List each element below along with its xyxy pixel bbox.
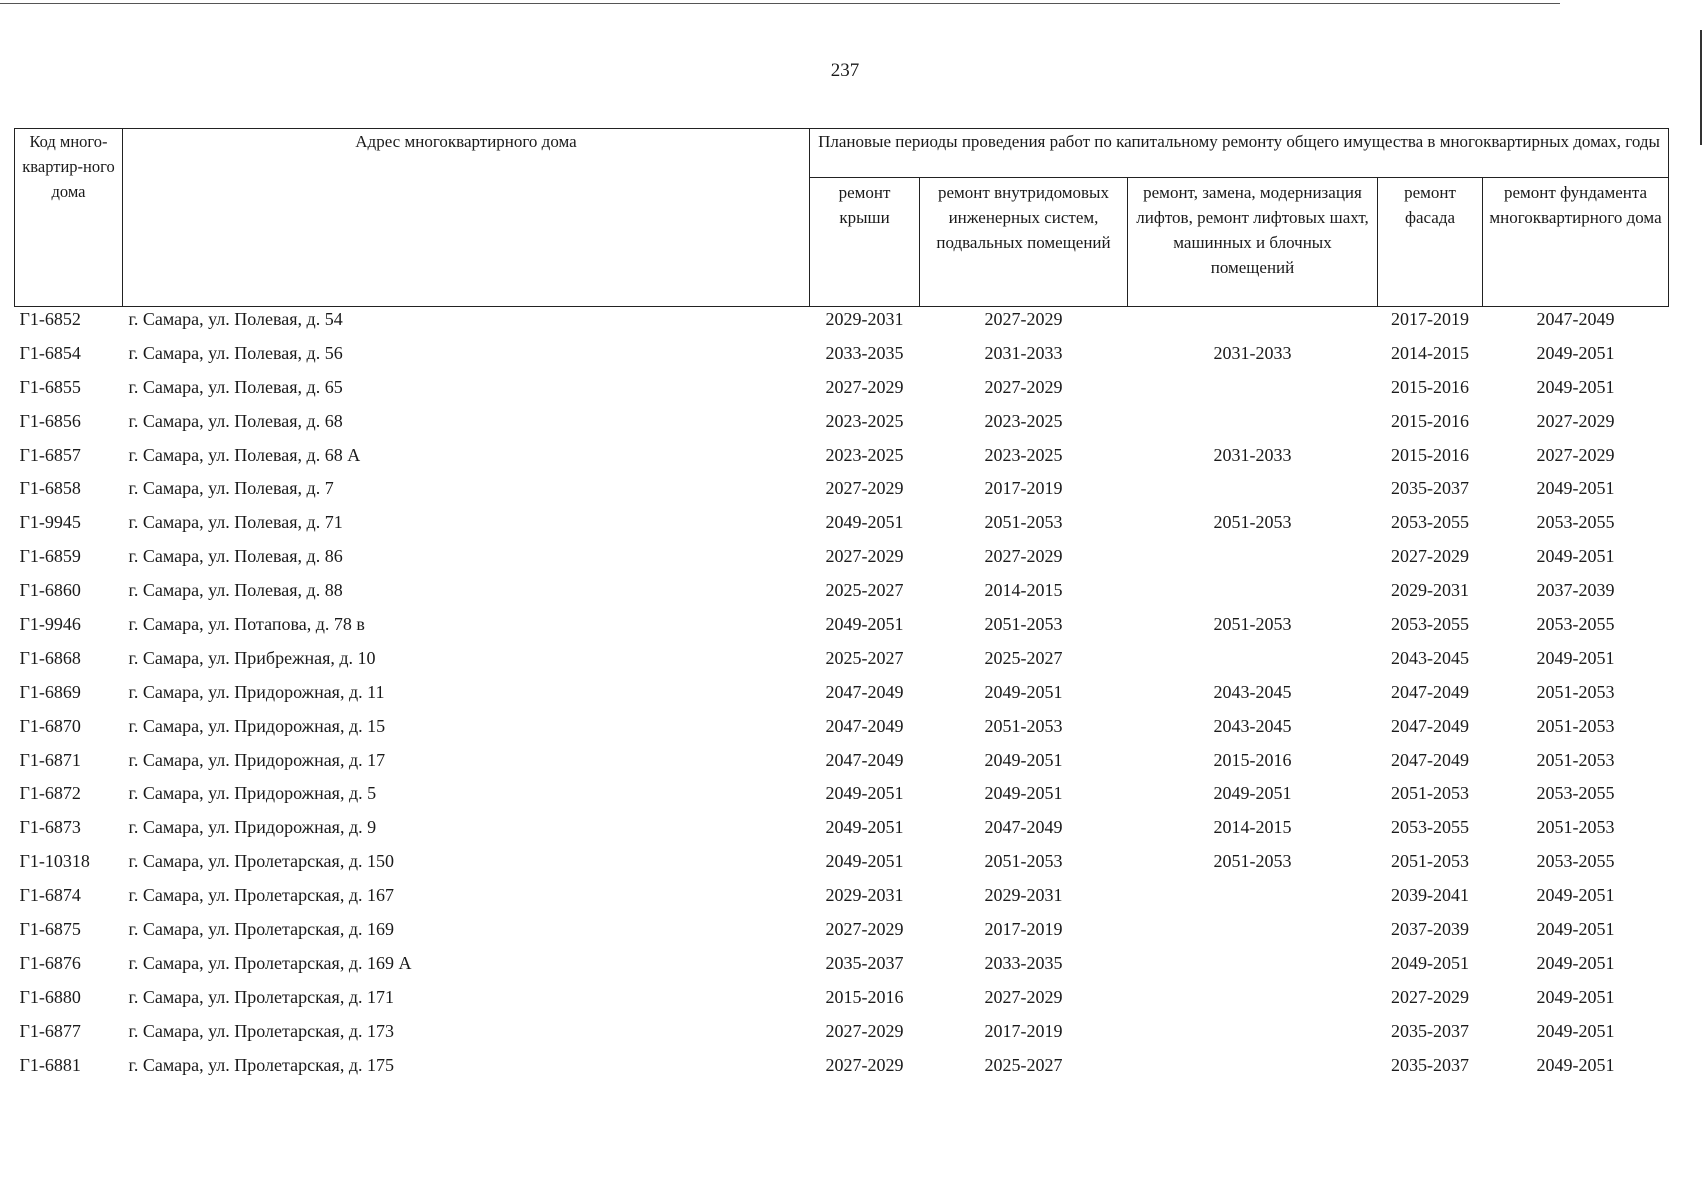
cell-roof: 2027-2029 [825,546,904,567]
cell-lifts: 2051-2053 [1213,512,1292,533]
cell-engineering: 2017-2019 [984,919,1063,940]
cell-address: г. Самара, ул. Полевая, д. 86 [128,546,343,567]
cell-lifts: 2043-2045 [1213,715,1292,736]
cell-roof: 2029-2031 [825,309,904,329]
cell-facade: 2027-2029 [1391,546,1469,567]
cell-roof: 2033-2035 [825,342,904,363]
cell-foundation: 2049-2051 [1536,546,1615,567]
cell-address: г. Самара, ул. Пролетарская, д. 169 А [128,952,412,973]
table-header [15,129,1669,307]
cell-foundation: 2047-2049 [1536,309,1615,329]
cell-foundation: 2027-2029 [1536,410,1615,431]
cell-roof: 2027-2029 [825,1054,904,1075]
cell-engineering: 2027-2029 [984,309,1063,329]
table-row [15,985,1669,1019]
cell-address: г. Самара, ул. Пролетарская, д. 169 [128,919,394,940]
cell-code: Г1-6875 [19,919,81,940]
margin-mark [1700,30,1702,145]
cell-engineering: 2049-2051 [984,783,1063,804]
cell-facade: 2051-2053 [1391,783,1469,804]
cell-roof: 2047-2049 [825,681,904,702]
cell-code: Г1-6870 [19,715,81,736]
cell-address: г. Самара, ул. Придорожная, д. 5 [128,783,377,804]
cell-lifts [1128,951,1378,985]
table-row [15,544,1669,578]
cell-lifts: 2031-2033 [1213,342,1292,363]
cell-facade: 2035-2037 [1391,1054,1469,1075]
cell-engineering: 2027-2029 [984,546,1063,567]
cell-facade: 2051-2053 [1391,851,1469,872]
cell-engineering: 2031-2033 [984,342,1063,363]
cell-engineering: 2023-2025 [984,410,1063,431]
cell-roof: 2027-2029 [825,1020,904,1041]
cell-roof: 2035-2037 [825,952,904,973]
cell-engineering: 2051-2053 [984,614,1063,635]
cell-engineering: 2049-2051 [984,749,1063,770]
cell-engineering: 2027-2029 [984,376,1063,397]
cell-engineering: 2033-2035 [984,952,1063,973]
cell-foundation: 2053-2055 [1536,512,1615,533]
cell-foundation: 2049-2051 [1536,376,1615,397]
cell-foundation: 2049-2051 [1536,342,1615,363]
cell-roof: 2027-2029 [825,478,904,499]
cell-roof: 2049-2051 [825,614,904,635]
cell-roof: 2047-2049 [825,715,904,736]
cell-address: г. Самара, ул. Придорожная, д. 17 [128,749,386,770]
table-row [15,815,1669,849]
cell-code: Г1-6876 [19,952,81,973]
header-engineering: ремонт внутридомовых инженерных систем, подвальных помещений [920,178,1128,307]
cell-code: Г1-6859 [19,546,81,567]
cell-lifts [1128,544,1378,578]
cell-code: Г1-6869 [19,681,81,702]
cell-code: Г1-6855 [19,376,81,397]
repair-schedule-table [14,128,1669,1086]
table-row [15,748,1669,782]
cell-lifts: 2014-2015 [1213,817,1292,838]
cell-roof: 2025-2027 [825,580,904,601]
cell-lifts [1128,476,1378,510]
cell-code: Г1-6880 [19,986,81,1007]
cell-address: г. Самара, ул. Придорожная, д. 9 [128,817,377,838]
cell-facade: 2037-2039 [1391,919,1469,940]
cell-code: Г1-6877 [19,1020,81,1041]
cell-code: Г1-6874 [19,885,81,906]
cell-lifts: 2049-2051 [1213,783,1292,804]
cell-facade: 2047-2049 [1391,681,1469,702]
cell-address: г. Самара, ул. Потапова, д. 78 в [128,614,365,635]
table-row [15,612,1669,646]
cell-roof: 2023-2025 [825,444,904,465]
cell-foundation: 2049-2051 [1536,1054,1615,1075]
cell-foundation: 2049-2051 [1536,647,1615,668]
cell-engineering: 2014-2015 [984,580,1063,601]
cell-roof: 2023-2025 [825,410,904,431]
cell-address: г. Самара, ул. Пролетарская, д. 171 [128,986,394,1007]
cell-lifts [1128,1019,1378,1053]
cell-engineering: 2051-2053 [984,715,1063,736]
cell-foundation: 2049-2051 [1536,952,1615,973]
cell-facade: 2053-2055 [1391,512,1469,533]
table-row [15,510,1669,544]
cell-roof: 2015-2016 [825,986,904,1007]
cell-foundation: 2049-2051 [1536,885,1615,906]
table-row [15,849,1669,883]
table-row [15,476,1669,510]
cell-foundation: 2051-2053 [1536,749,1615,770]
cell-engineering: 2025-2027 [984,1054,1063,1075]
cell-address: г. Самара, ул. Прибрежная, д. 10 [128,647,376,668]
header-address: Адрес многоквартирного дома [123,129,810,307]
cell-code: Г1-6871 [19,749,81,770]
table-row [15,443,1669,477]
table-row [15,883,1669,917]
cell-roof: 2029-2031 [825,885,904,906]
page-number: 237 [830,60,860,81]
cell-code: Г1-6854 [19,342,81,363]
cell-code: Г1-6852 [19,309,81,329]
cell-code: Г1-9945 [19,512,81,533]
cell-lifts [1128,883,1378,917]
cell-code: Г1-10318 [19,851,90,872]
cell-facade: 2015-2016 [1391,410,1469,431]
cell-lifts [1128,646,1378,680]
cell-code: Г1-6856 [19,410,81,431]
cell-lifts [1128,1053,1378,1087]
cell-facade: 2035-2037 [1391,1020,1469,1041]
cell-facade: 2047-2049 [1391,715,1469,736]
cell-facade: 2049-2051 [1391,952,1469,973]
cell-address: г. Самара, ул. Полевая, д. 54 [128,309,343,329]
cell-code: Г1-6857 [19,444,81,465]
cell-lifts: 2051-2053 [1213,851,1292,872]
cell-roof: 2049-2051 [825,512,904,533]
cell-lifts [1128,985,1378,1019]
table-body [15,307,1669,1087]
cell-roof: 2049-2051 [825,817,904,838]
cell-roof: 2049-2051 [825,783,904,804]
cell-engineering: 2051-2053 [984,851,1063,872]
cell-facade: 2027-2029 [1391,986,1469,1007]
cell-address: г. Самара, ул. Полевая, д. 65 [128,376,343,397]
cell-foundation: 2027-2029 [1536,444,1615,465]
cell-foundation: 2049-2051 [1536,1020,1615,1041]
cell-facade: 2014-2015 [1391,342,1469,363]
cell-foundation: 2051-2053 [1536,817,1615,838]
table-row [15,578,1669,612]
cell-lifts [1128,307,1378,341]
header-foundation: ремонт фундамента многоквартирного дома [1483,178,1669,307]
cell-code: Г1-6860 [19,580,81,601]
cell-engineering: 2029-2031 [984,885,1063,906]
header-roof: ремонт крыши [810,178,920,307]
cell-lifts: 2015-2016 [1213,749,1292,770]
cell-foundation: 2051-2053 [1536,681,1615,702]
table-row [15,951,1669,985]
table-row [15,341,1669,375]
cell-engineering: 2025-2027 [984,647,1063,668]
cell-address: г. Самара, ул. Полевая, д. 68 А [128,444,361,465]
cell-roof: 2027-2029 [825,919,904,940]
cell-lifts [1128,917,1378,951]
cell-facade: 2015-2016 [1391,376,1469,397]
cell-address: г. Самара, ул. Пролетарская, д. 150 [128,851,394,872]
cell-lifts [1128,375,1378,409]
header-periods-group: Плановые периоды проведения работ по капитальному ремонту общего имущества в многоквартирных домах, годы [810,129,1669,178]
cell-facade: 2015-2016 [1391,444,1469,465]
cell-facade: 2029-2031 [1391,580,1469,601]
cell-engineering: 2017-2019 [984,1020,1063,1041]
cell-roof: 2047-2049 [825,749,904,770]
table-row [15,1053,1669,1087]
cell-engineering: 2027-2029 [984,986,1063,1007]
table-row [15,781,1669,815]
cell-lifts: 2051-2053 [1213,614,1292,635]
cell-lifts [1128,409,1378,443]
cell-code: Г1-6881 [19,1054,81,1075]
header-code: Код много-квартир-ного дома [15,129,123,307]
cell-foundation: 2053-2055 [1536,851,1615,872]
cell-lifts: 2031-2033 [1213,444,1292,465]
cell-facade: 2039-2041 [1391,885,1469,906]
cell-code: Г1-9946 [19,614,81,635]
cell-facade: 2035-2037 [1391,478,1469,499]
table-row [15,646,1669,680]
cell-code: Г1-6872 [19,783,81,804]
cell-facade: 2047-2049 [1391,749,1469,770]
cell-roof: 2025-2027 [825,647,904,668]
cell-foundation: 2037-2039 [1536,580,1615,601]
cell-facade: 2053-2055 [1391,614,1469,635]
cell-code: Г1-6858 [19,478,81,499]
cell-foundation: 2049-2051 [1536,919,1615,940]
table-row [15,680,1669,714]
cell-address: г. Самара, ул. Придорожная, д. 11 [128,681,385,702]
cell-lifts [1128,578,1378,612]
cell-address: г. Самара, ул. Полевая, д. 71 [128,512,343,533]
cell-address: г. Самара, ул. Пролетарская, д. 173 [128,1020,394,1041]
cell-engineering: 2049-2051 [984,681,1063,702]
table-row [15,307,1669,341]
cell-code: Г1-6868 [19,647,81,668]
cell-address: г. Самара, ул. Полевая, д. 56 [128,342,343,363]
header-lifts: ремонт, замена, модернизация лифтов, ремонт лифтовых шахт, машинных и блочных помещений [1128,178,1378,307]
cell-foundation: 2049-2051 [1536,986,1615,1007]
cell-engineering: 2047-2049 [984,817,1063,838]
cell-facade: 2017-2019 [1391,309,1469,329]
cell-facade: 2053-2055 [1391,817,1469,838]
cell-address: г. Самара, ул. Придорожная, д. 15 [128,715,386,736]
cell-roof: 2049-2051 [825,851,904,872]
cell-engineering: 2017-2019 [984,478,1063,499]
table-row [15,1019,1669,1053]
table-row [15,375,1669,409]
cell-foundation: 2053-2055 [1536,783,1615,804]
cell-engineering: 2051-2053 [984,512,1063,533]
cell-roof: 2027-2029 [825,376,904,397]
cell-address: г. Самара, ул. Пролетарская, д. 167 [128,885,394,906]
table-row [15,409,1669,443]
top-rule [0,3,1560,4]
cell-foundation: 2049-2051 [1536,478,1615,499]
cell-engineering: 2023-2025 [984,444,1063,465]
table-row [15,714,1669,748]
table-row [15,917,1669,951]
cell-address: г. Самара, ул. Полевая, д. 88 [128,580,343,601]
cell-foundation: 2053-2055 [1536,614,1615,635]
header-facade: ремонт фасада [1378,178,1483,307]
cell-address: г. Самара, ул. Пролетарская, д. 175 [128,1054,394,1075]
cell-code: Г1-6873 [19,817,81,838]
cell-address: г. Самара, ул. Полевая, д. 7 [128,478,334,499]
cell-facade: 2043-2045 [1391,647,1469,668]
cell-foundation: 2051-2053 [1536,715,1615,736]
cell-address: г. Самара, ул. Полевая, д. 68 [128,410,343,431]
cell-lifts: 2043-2045 [1213,681,1292,702]
